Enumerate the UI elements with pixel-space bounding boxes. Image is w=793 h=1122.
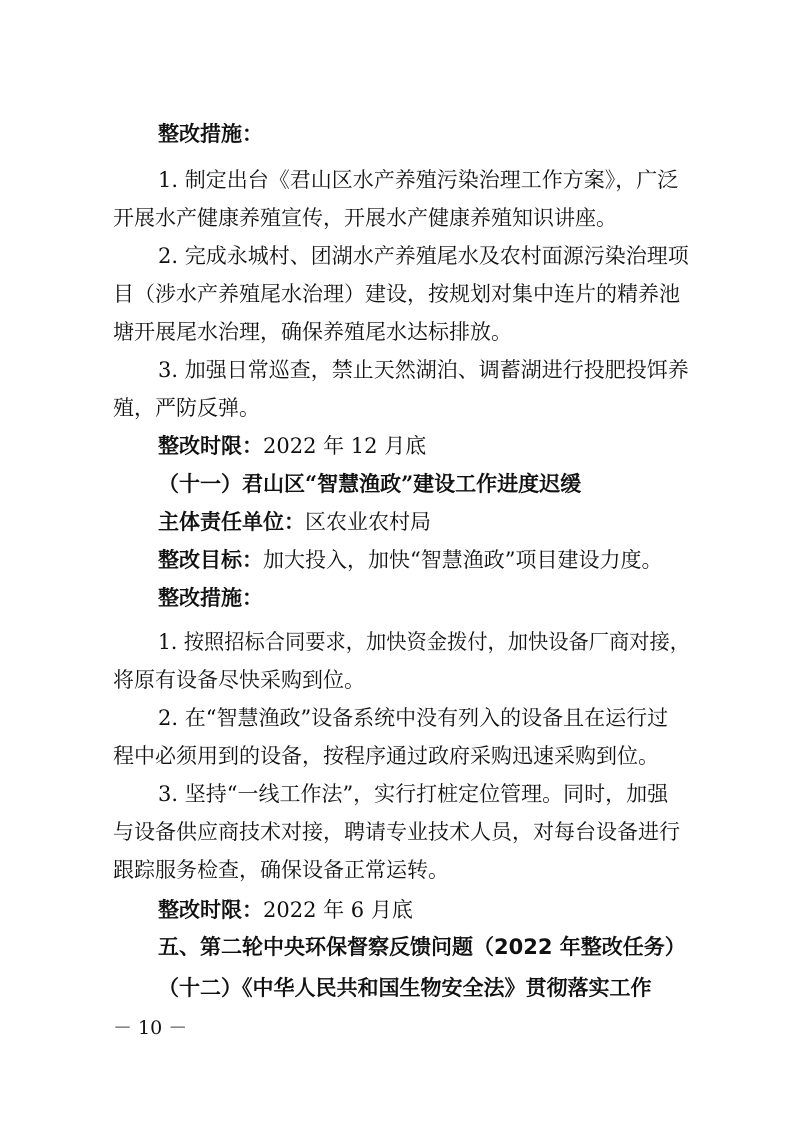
line-text: 1. 制定出台《君山区水产养殖污染治理工作方案》，广泛 <box>158 168 679 192</box>
body-line <box>0 855 793 885</box>
line-label: 主体责任单位： <box>158 509 305 534</box>
section-heading-5 <box>0 932 793 962</box>
line-text: 3. 坚持“一线工作法”，实行打桩定位管理。同时，加强 <box>158 782 669 806</box>
body-line <box>0 779 793 809</box>
deadline-line-1 <box>0 431 793 461</box>
line-text: 2. 在“智慧渔政”设备系统中没有列入的设备且在运行过 <box>158 706 669 730</box>
body-line <box>0 165 793 195</box>
body-line <box>0 741 793 771</box>
line-text: 开展水产健康养殖宣传，开展水产健康养殖知识讲座。 <box>113 206 617 230</box>
line-text: 区农业农村局 <box>305 510 431 534</box>
body-line <box>0 279 793 309</box>
body-line <box>0 241 793 271</box>
line-label: 五、第二轮中央环保督察反馈问题（2022 年整改任务） <box>158 935 686 959</box>
body-line <box>0 817 793 847</box>
measures-heading-1 <box>0 119 793 149</box>
line-label: （十二）《中华人民共和国生物安全法》贯彻落实工作 <box>158 975 652 1000</box>
responsible-unit-line <box>0 507 793 537</box>
line-label: （十一）君山区“智慧渔政”建设工作进度迟缓 <box>158 471 582 496</box>
line-text: 目（涉水产养殖尾水治理）建设，按规划对集中连片的精养池 <box>113 282 680 306</box>
line-text: 3. 加强日常巡查，禁止天然湖泊、调蓄湖进行投肥投饵养 <box>158 358 689 382</box>
line-text: 程中必须用到的设备，按程序通过政府采购迅速采购到位。 <box>113 744 659 768</box>
line-text: 跟踪服务检查，确保设备正常运转。 <box>113 858 449 882</box>
section-heading-11 <box>0 469 793 499</box>
line-text: 2. 完成永城村、团湖水产养殖尾水及农村面源污染治理项 <box>158 244 689 268</box>
goal-line <box>0 545 793 575</box>
line-text: 1. 按照招标合同要求，加快资金拨付，加快设备厂商对接， <box>158 630 691 654</box>
body-line <box>0 703 793 733</box>
line-text: 与设备供应商技术对接，聘请专业技术人员，对每台设备进行 <box>113 820 680 844</box>
section-heading-12 <box>0 973 793 1003</box>
body-line <box>0 355 793 385</box>
line-text: 加大投入，加快“智慧渔政”项目建设力度。 <box>263 548 663 572</box>
deadline-line-2 <box>0 895 793 925</box>
line-label: 整改时限： <box>158 897 263 922</box>
page-number: － 10 － <box>113 1017 188 1039</box>
line-text: 2022 年 12 月底 <box>263 434 427 458</box>
line-label: 整改时限： <box>158 433 263 458</box>
measures-heading-2 <box>0 583 793 613</box>
body-line <box>0 393 793 423</box>
line-label: 整改措施： <box>158 121 263 146</box>
line-label: 整改目标： <box>158 547 263 572</box>
body-line <box>0 317 793 347</box>
body-line <box>0 627 793 657</box>
body-line <box>0 203 793 233</box>
line-text: 塘开展尾水治理，确保养殖尾水达标排放。 <box>113 320 512 344</box>
line-text: 将原有设备尽快采购到位。 <box>113 668 365 692</box>
line-text: 殖，严防反弹。 <box>113 396 260 420</box>
line-label: 整改措施： <box>158 585 263 610</box>
line-text: 2022 年 6 月底 <box>263 898 413 922</box>
body-line <box>0 665 793 695</box>
